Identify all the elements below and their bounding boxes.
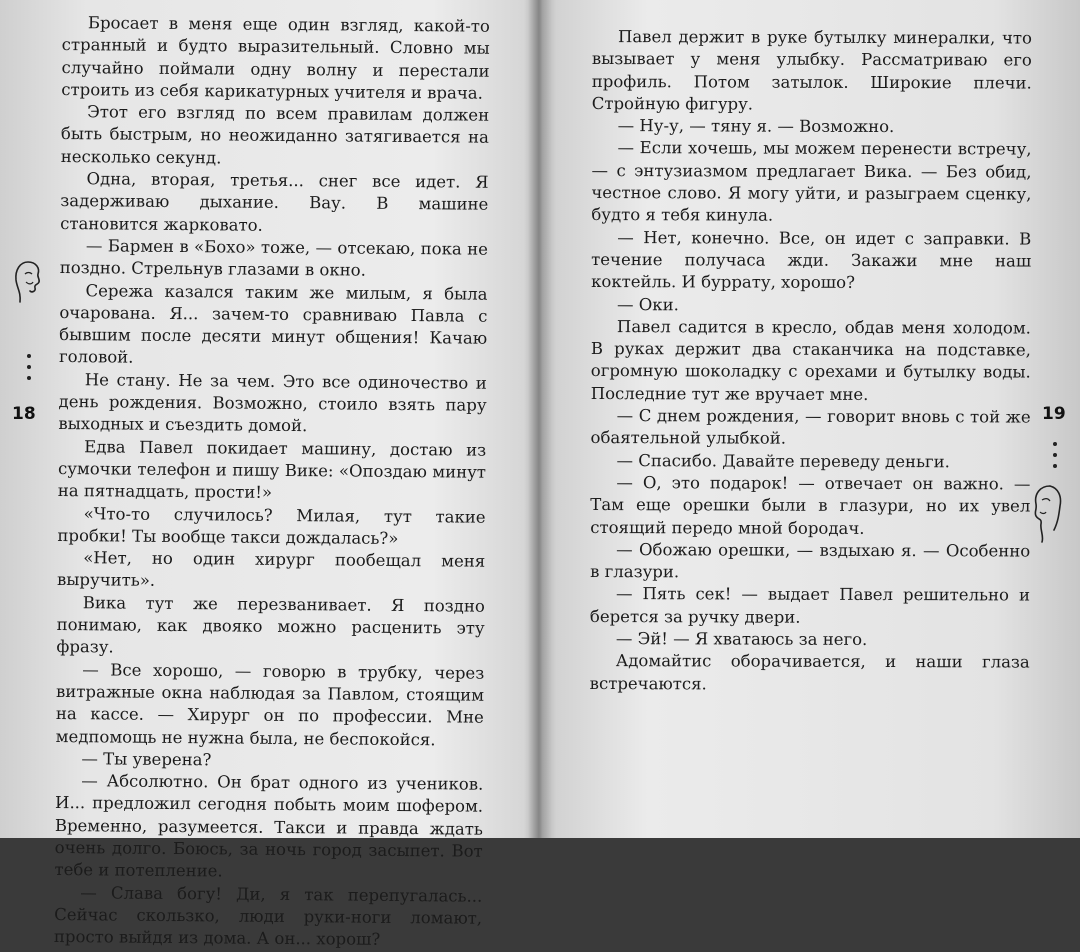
paragraph: — Абсолютно. Он брат одного из учеников. И... предложил сегодня побыть моим шофером. Временно, разумеется. Такси и правда ждать очень долго. Боюсь, за ночь город засыпет. Вот тебе и потепление. (54, 771, 484, 881)
page-number: 19 (1042, 404, 1066, 424)
paragraph: Бросает в меня еще один взгляд, какой-то странный и будто выразительный. Словно мы случайно поймали одну волну и перестали строить из себя карикатурных учителя и врача. (61, 13, 490, 103)
paragraph: Вика тут же перезванивает. Я поздно понимаю, как двояко можно расценить эту фразу. (56, 592, 485, 657)
paragraph: — С днем рождения, — говорит вновь с той же обаятельной улыбкой. (590, 406, 1031, 449)
paragraph: «Что-то случилось? Милая, тут такие пробки! Ты вообще такси дождалась?» (57, 503, 486, 548)
paragraph: Этот его взгляд по всем правилам должен быть быстрым, но неожиданно затягивается на несколько секунд. (60, 102, 490, 168)
paragraph: — Оки. (616, 294, 679, 314)
paragraph: Едва Павел покидает машину, достаю из сумочки телефон и пишу Вике: «Опоздаю минут на пятнадцать, прости!» (57, 436, 487, 503)
paragraph: — Нет, конечно. Все, он идет с заправки. В течение получаса жди. Закажи мне наш коктейль. И буррату, хорошо? (591, 227, 1032, 293)
paragraph: — Ты уверена? (81, 748, 212, 770)
paragraph: — Эй! — Я хватаюсь за него. (615, 629, 868, 649)
left-page (0, 0, 535, 949)
right-page-text (590, 26, 1032, 696)
paragraph: — О, это подарок! — отвечает он важно. — Там еще орешки были в глазури, но их увел стоящий передо мной бородач. (590, 473, 1031, 538)
left-page-text (54, 12, 490, 952)
paragraph: Сережа казался таким же милым, я была очарована. Я... зачем-то сравниваю Павла с бывшим после десяти минут общения! Качаю головой. (58, 280, 488, 368)
paragraph: — Обожаю орешки, — вздыхаю я. — Особенно в глазури. (590, 539, 1031, 582)
paragraph: Одна, вторая, третья... снег все идет. Я задерживаю дыхание. Вау. В машине становится жарковато. (60, 169, 489, 235)
paragraph: Не стану. Не за чем. Это все одиночество и день рождения. Возможно, стоило взять пару выходных и съездить домой. (58, 369, 487, 436)
book-gutter-shadow (528, 0, 552, 838)
paragraph: Павел садится в кресло, обдав меня холодом. В руках держит два стаканчика на подставке, огромную шоколадку с орехами и бутылку воды. Последние тут же вручает мне. (590, 316, 1031, 404)
paragraph: Адомайтис оборачивается, и наши глаза встречаются. (589, 651, 1030, 694)
paragraph: — Слава богу! Ди, я так перепугалась... Сейчас скользко, люди руки-ноги ломают, просто выйдя из дома. А он... хорош? (53, 882, 483, 949)
right-page (540, 0, 1080, 838)
page-number: 18 (12, 404, 36, 424)
paragraph: — Все хорошо, — говорю в трубку, через витражные окна наблюдая за Павлом, стоящим на кассе. — Хирург он по профессии. Мне медпомощь не нужна была, не беспокойся. (55, 659, 485, 749)
paragraph: — Бармен в «Бохо» тоже, — отсекаю, пока не поздно. Стрельнув глазами в окно. (59, 236, 489, 280)
paragraph: — Если хочешь, мы можем перенести встречу, — с энтузиазмом предлагает Вика. — Без обид, честное слово. Я могу уйти, и разыграем сценку, будто я тебя кинула. (591, 138, 1032, 226)
paragraph: «Нет, но один хирург пообещал меня выручить». (56, 548, 486, 591)
paragraph: Павел держит в руке бутылку минералки, что вызывает у меня улыбку. Рассматриваю его профиль. Потом затылок. Широкие плечи. Стройную фигуру. (591, 27, 1032, 114)
paragraph: — Спасибо. Давайте переведу деньги. (616, 450, 950, 471)
folio-dots (26, 354, 32, 387)
folio-dots (1052, 442, 1058, 475)
face-profile-icon (10, 258, 50, 306)
paragraph: — Ну-у, — тяну я. — Возможно. (617, 116, 895, 137)
paragraph: — Пять сек! — выдает Павел решительно и берется за ручку двери. (589, 584, 1031, 627)
